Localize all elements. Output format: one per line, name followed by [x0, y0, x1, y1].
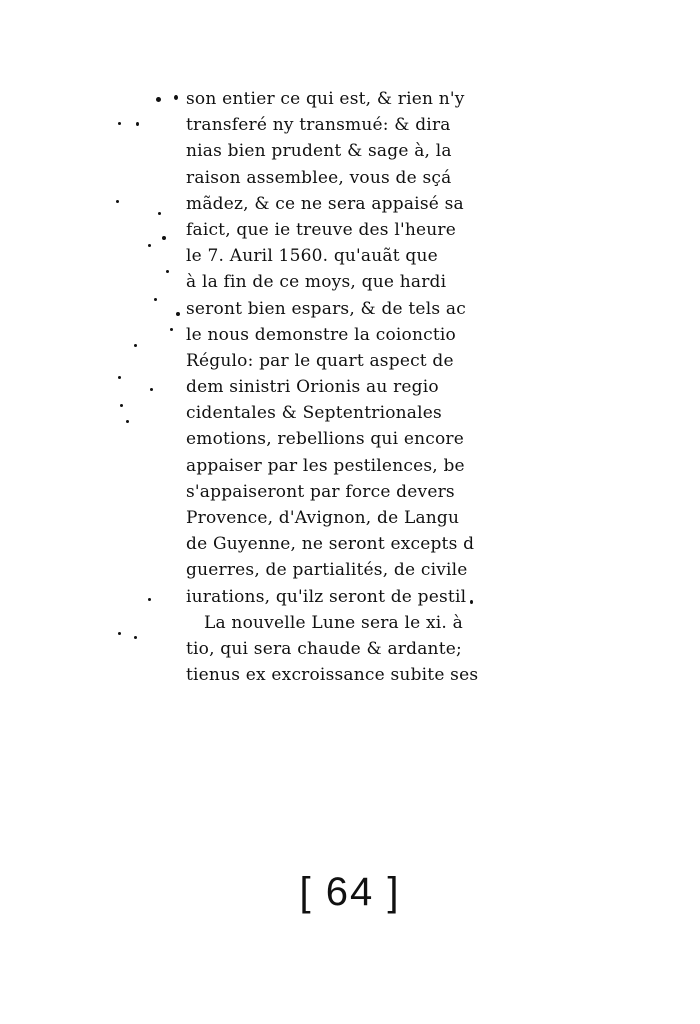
text-line-8: à la fin de ce moys, que hardi [186, 272, 447, 293]
text-line-23: tienus ex excroissance subite ses [186, 665, 479, 686]
text-line-18: de Guyenne, ne seront excepts d [186, 534, 475, 555]
text-line-16: s'appaiseront par force devers [186, 481, 455, 502]
text-line-7: le 7. Auril 1560. qu'auãt que [186, 246, 438, 267]
text-line-10: le nous demonstre la coionctio [186, 324, 456, 345]
page-number: [ 64 ] [299, 870, 401, 914]
text-line-14: emotions, rebellions qui encore [186, 429, 464, 450]
text-line-11: Régulo: par le quart aspect de [186, 350, 454, 371]
text-line-3: nias bien prudent & sage à, la [186, 141, 452, 162]
text-line-21: La nouvelle Lune sera le xi. à [204, 612, 463, 633]
text-line-1: son entier ce qui est, & rien n'y [186, 89, 465, 109]
text-line-17: Provence, d'Avignon, de Langu [186, 508, 460, 528]
text-line-6: faict, que ie treuve des l'heure [186, 219, 456, 240]
text-line-15: appaiser par les pestilences, be [186, 455, 465, 476]
text-line-13: cidentales & Septentrionales [186, 403, 442, 424]
text-line-2: transferé ny transmué: & dira [186, 115, 451, 136]
text-line-20: iurations, qu'ilz seront de pestil [186, 586, 467, 607]
text-line-9: seront bien espars, & de tels ac [186, 298, 466, 319]
text-line-4: raison assemblee, vous de sçá [186, 167, 452, 188]
text-line-5: mãdez, & ce ne sera appaisé sa [186, 193, 464, 214]
page-text [186, 86, 480, 686]
text-line-12: dem sinistri Orionis au regio [186, 377, 439, 398]
text-line-19: guerres, de partialités, de civile [186, 560, 468, 581]
text-line-22: tio, qui sera chaude & ardante; [186, 638, 462, 659]
